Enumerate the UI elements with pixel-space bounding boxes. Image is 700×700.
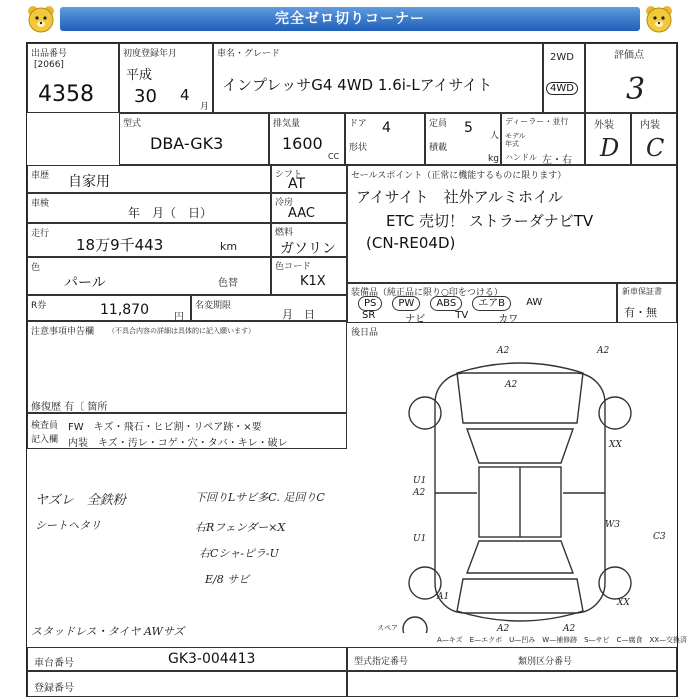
recycle-row bbox=[27, 295, 191, 321]
car-damage-diagram bbox=[377, 343, 675, 633]
damage-mark: XX bbox=[609, 440, 622, 450]
recycle-unit: 円 bbox=[174, 312, 184, 323]
lot-code: [2066] bbox=[34, 60, 64, 70]
header-banner bbox=[0, 0, 700, 38]
model-label: 型式 bbox=[123, 119, 142, 129]
equipment-items bbox=[358, 296, 547, 311]
model-value: DBA-GK3 bbox=[150, 134, 224, 153]
class-number-label: 類別区分番号 bbox=[518, 657, 573, 667]
car-name-label: 車名・グレード bbox=[217, 49, 281, 59]
equip-abs: ABS bbox=[430, 296, 462, 311]
exterior-grade: D bbox=[600, 134, 620, 162]
damage-mark: W3 bbox=[605, 520, 620, 530]
damage-legend: A—キズ E—エクボ U—凹み W—補修跡 S—サビ C—腐食 XX—交換済 bbox=[437, 636, 688, 644]
inspection-row bbox=[27, 193, 271, 223]
caution-label: 注意事項申告欄 bbox=[31, 327, 95, 337]
note-2: シートヘタリ bbox=[35, 519, 101, 532]
bear-mascot-icon bbox=[26, 4, 56, 34]
cc-cell bbox=[269, 113, 345, 165]
reg-row bbox=[27, 671, 347, 697]
month-unit: 月 bbox=[200, 102, 210, 112]
note-1: ヤズレ 全鉄粉 bbox=[35, 493, 126, 508]
spare-label: スペア bbox=[377, 624, 398, 632]
capacity-label: 定員 bbox=[429, 119, 448, 129]
type-number-row bbox=[347, 647, 677, 671]
inspector-row-1: FW キズ・飛石・ヒビ割・リペア跡・×要 bbox=[68, 422, 262, 433]
shift-label: シフト bbox=[275, 170, 303, 180]
ac-cell bbox=[271, 193, 347, 223]
selling-line-2: ETC 売切！ ストラーダナビTV bbox=[386, 212, 594, 230]
warranty-value: 有・無 bbox=[624, 306, 657, 319]
fuel-value: ガソリン bbox=[280, 241, 336, 257]
damage-mark: A2 bbox=[497, 346, 510, 356]
equip-pw: PW bbox=[392, 296, 420, 311]
drive-4wd-circled: 4WD bbox=[546, 82, 578, 95]
wheel-front-right bbox=[599, 397, 631, 429]
cc-unit: CC bbox=[328, 152, 340, 161]
reg-label: 登録番号 bbox=[34, 683, 74, 694]
caution-cell bbox=[27, 321, 347, 413]
damage-mark: XX bbox=[617, 598, 630, 608]
equip-leather: カワ bbox=[498, 314, 519, 325]
color-value: パール bbox=[64, 275, 106, 291]
handle-value: 左・右 bbox=[542, 155, 572, 166]
chassis-value: GK3-004413 bbox=[168, 651, 256, 667]
cc-value: 1600 bbox=[282, 134, 323, 153]
inspector-cell bbox=[27, 413, 347, 449]
damage-mark: A2 bbox=[563, 624, 576, 633]
equip-navi: ナビ bbox=[405, 314, 426, 325]
color-code-cell bbox=[271, 257, 347, 295]
cc-label: 排気量 bbox=[273, 119, 301, 129]
equip-aw: AW bbox=[526, 297, 543, 308]
use-value: 自家用 bbox=[68, 174, 110, 190]
ac-value: AAC bbox=[288, 206, 315, 221]
damage-mark: A2 bbox=[505, 380, 518, 390]
grade-label: 評価点 bbox=[614, 50, 644, 61]
color-change-label: 色替 bbox=[218, 278, 238, 289]
shape-label: 形状 bbox=[349, 143, 368, 153]
grade-cell bbox=[585, 43, 677, 113]
type-number-label: 型式指定番号 bbox=[354, 657, 409, 667]
era-value: 平成 bbox=[126, 68, 153, 83]
name-change-row bbox=[191, 295, 347, 321]
color-row bbox=[27, 257, 271, 295]
auction-sheet bbox=[26, 42, 688, 697]
doors-value: 4 bbox=[382, 120, 391, 136]
mileage-label: 走行 bbox=[31, 229, 50, 239]
capacity-cell bbox=[425, 113, 501, 165]
loadcap-label: 積載 bbox=[429, 143, 448, 153]
damage-mark: C3 bbox=[653, 532, 666, 542]
selling-label: セールスポイント（正常に機能するものに限ります） bbox=[351, 171, 567, 181]
note-5: 右Cシャ-ピラ-U bbox=[199, 547, 279, 560]
equipment-label: 装備品（純正品に限り○印をつける） bbox=[351, 288, 503, 298]
note-4: 右Rフェンダー×X bbox=[195, 521, 286, 534]
spare-wheel bbox=[403, 617, 427, 633]
doors-cell bbox=[345, 113, 425, 165]
shift-value: AT bbox=[288, 176, 306, 192]
month-value: 4 bbox=[180, 86, 190, 104]
equip-airbag: エアB bbox=[472, 296, 511, 311]
doors-label: ドア bbox=[349, 119, 367, 129]
selling-line-3: (CN-RE04D) bbox=[366, 234, 456, 252]
kg-unit: kg bbox=[488, 154, 499, 164]
inspection-label: 車検 bbox=[31, 199, 50, 209]
damage-mark: A2 bbox=[497, 624, 510, 633]
recycle-value: 11,870 bbox=[100, 302, 149, 318]
inspector-row-2: 内装 キズ・汚レ・コゲ・穴・タバ・キレ・破レ bbox=[68, 438, 288, 449]
equip-ps: PS bbox=[358, 296, 382, 311]
selling-line-1: アイサイト 社外アルミホイル bbox=[356, 188, 564, 206]
exterior-cell bbox=[585, 113, 631, 165]
name-change-value: 月 日 bbox=[282, 308, 315, 321]
dealer-cell bbox=[501, 113, 585, 165]
color-label: 色 bbox=[31, 263, 41, 273]
name-change-label: 名変期限 bbox=[195, 301, 232, 311]
warranty-cell bbox=[617, 283, 677, 323]
damage-mark: A2 bbox=[413, 488, 426, 498]
note-6: E/8 サビ bbox=[205, 573, 250, 586]
damage-mark: A2 bbox=[597, 346, 610, 356]
hood-outline bbox=[457, 363, 583, 423]
equipment-sub bbox=[362, 310, 518, 325]
rear-window bbox=[467, 541, 573, 573]
mileage-row bbox=[27, 223, 271, 257]
mileage-value: 18万9千443 bbox=[76, 236, 164, 254]
note-3: 下回りLサビ多C. 足回りC bbox=[195, 491, 325, 504]
grade-value: 3 bbox=[626, 72, 646, 107]
color-code-value: K1X bbox=[300, 274, 326, 289]
caution-sub: （不具合内容の詳細は具体的に記入願います） bbox=[108, 327, 255, 335]
wheel-front-left bbox=[409, 397, 441, 429]
first-reg-cell bbox=[119, 43, 213, 113]
car-name-cell bbox=[213, 43, 543, 113]
chassis-label: 車台番号 bbox=[34, 658, 74, 669]
repair-label: 修復歴 有〔 箇所 bbox=[31, 402, 108, 413]
color-code-label: 色コード bbox=[275, 262, 312, 272]
year-value: 30 bbox=[134, 86, 157, 107]
lot-label: 出品番号 bbox=[31, 49, 68, 59]
equip-sr: SR bbox=[362, 310, 376, 321]
damage-mark: U1 bbox=[413, 534, 427, 544]
interior-label: 内装 bbox=[640, 120, 660, 131]
interior-grade: C bbox=[646, 134, 665, 162]
lot-cell bbox=[27, 43, 119, 113]
use-label: 車歴 bbox=[31, 171, 50, 181]
chassis-row bbox=[27, 647, 347, 671]
handle-label: ハンドル bbox=[505, 153, 537, 162]
equipment-cell bbox=[347, 283, 617, 323]
equip-tv: TV bbox=[455, 310, 469, 321]
exterior-label: 外装 bbox=[594, 120, 614, 131]
recycle-label: R券 bbox=[31, 301, 47, 311]
fuel-label: 燃料 bbox=[275, 228, 294, 238]
dealer-label: ディーラー・並行 bbox=[505, 117, 569, 126]
drive-2wd: 2WD bbox=[550, 52, 574, 63]
trunk-outline bbox=[457, 579, 583, 621]
inspection-value: 年 月（ 日） bbox=[128, 206, 213, 220]
damage-mark: U1 bbox=[413, 476, 427, 486]
ac-label: 冷房 bbox=[275, 198, 294, 208]
drive-cell bbox=[543, 43, 585, 113]
first-reg-label: 初度登録年月 bbox=[123, 49, 178, 59]
inspector-title-1: 検査員 bbox=[31, 421, 59, 431]
bear-mascot-icon bbox=[644, 4, 674, 34]
fuel-cell bbox=[271, 223, 347, 257]
capacity-unit: 人 bbox=[490, 131, 500, 141]
interior-cell bbox=[631, 113, 677, 165]
use-row bbox=[27, 165, 271, 193]
after-label: 後日品 bbox=[351, 328, 379, 338]
wheel-rear-right bbox=[599, 567, 631, 599]
warranty-label: 新車保証書 bbox=[622, 287, 662, 296]
car-name-value: インプレッサG4 4WD 1.6i-Lアイサイト bbox=[222, 76, 493, 94]
footer-blank bbox=[347, 671, 677, 697]
model-cell bbox=[119, 113, 269, 165]
damage-mark: A1 bbox=[437, 592, 450, 602]
inspector-title-2: 記入欄 bbox=[31, 435, 59, 445]
lot-number: 4358 bbox=[38, 82, 94, 107]
windshield bbox=[467, 429, 573, 463]
capacity-value: 5 bbox=[464, 120, 473, 136]
model-year-label: モデル年式 bbox=[505, 132, 526, 148]
banner-title: 完全ゼロ切りコーナー bbox=[60, 7, 640, 31]
note-7: スタッドレス・タイヤ AWサズ bbox=[31, 625, 185, 638]
selling-points-cell bbox=[347, 165, 677, 283]
shift-cell bbox=[271, 165, 347, 193]
mileage-unit: km bbox=[220, 240, 238, 253]
